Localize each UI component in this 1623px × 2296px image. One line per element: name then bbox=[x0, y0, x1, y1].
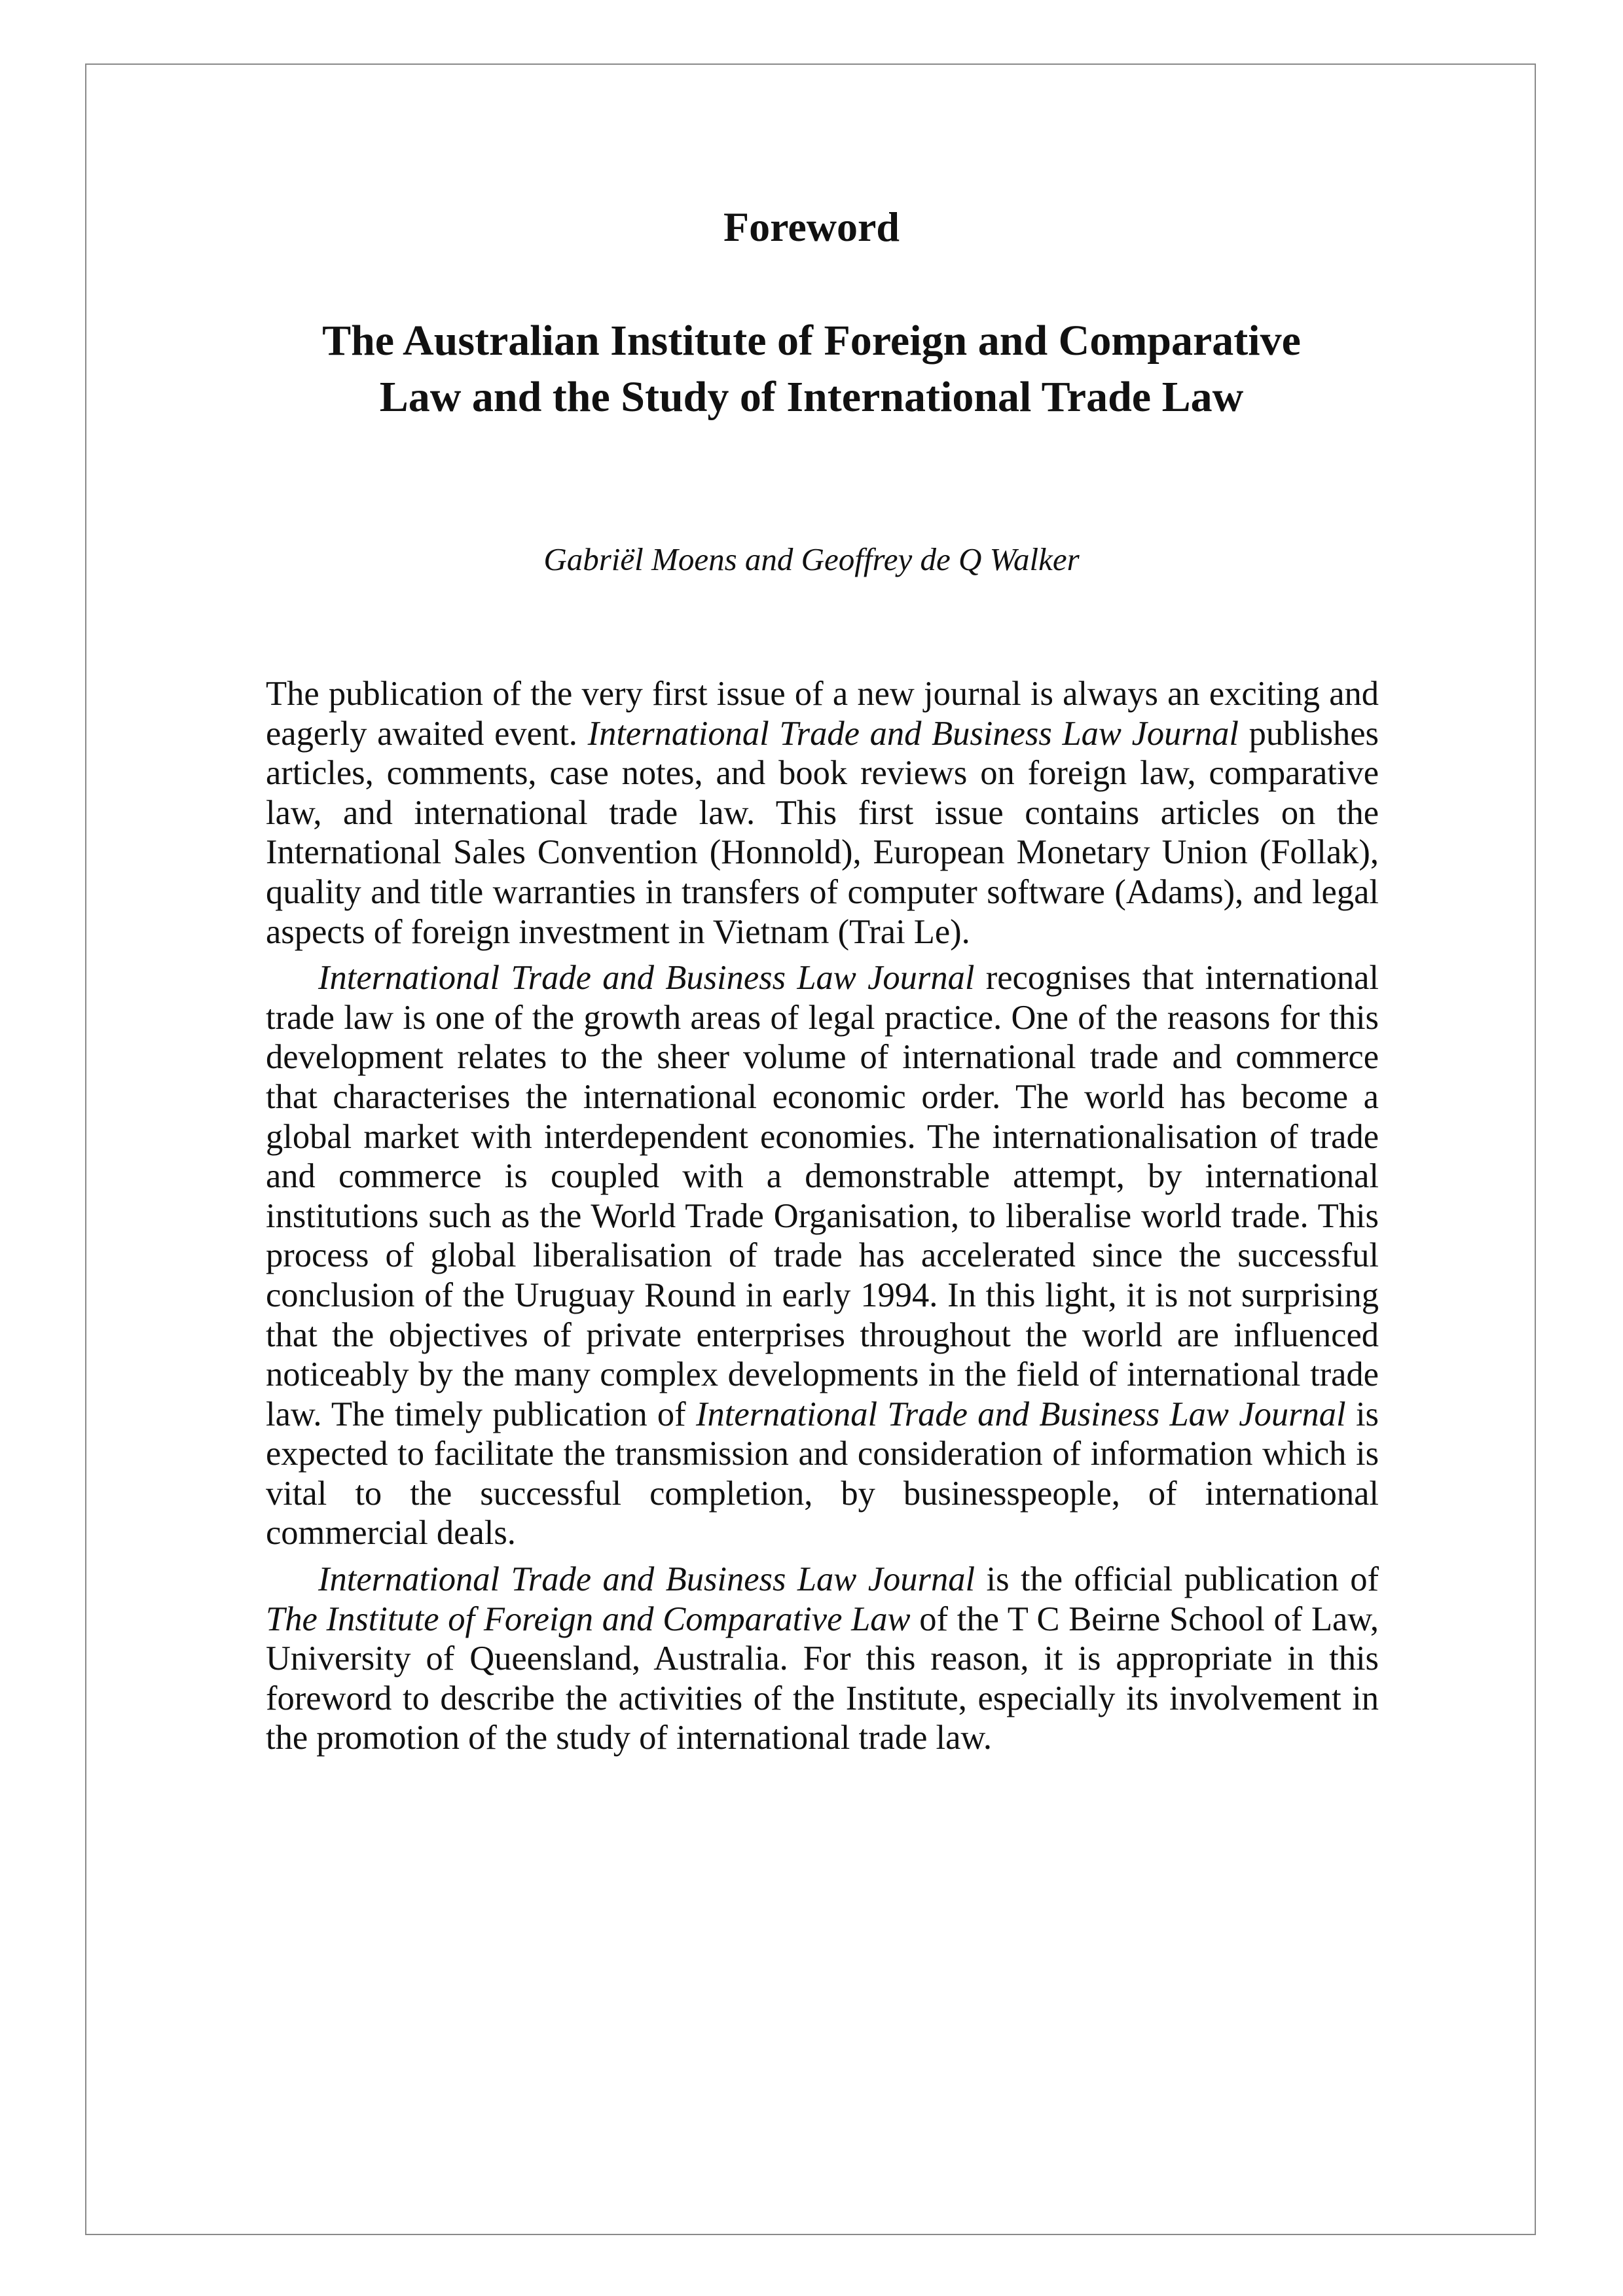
paragraph-3 bbox=[266, 1560, 1379, 1758]
journal-title-italic: International Trade and Business Law Journal bbox=[587, 714, 1239, 753]
paragraph-2 bbox=[266, 958, 1379, 1553]
article-title-line-2: Law and the Study of International Trade Law bbox=[379, 373, 1244, 421]
paragraph-text: publishes articles, comments, case notes, and book reviews on foreign law, comparative law, and international trade law. This first issue contains articles on the International Sales Convention (Honnold), European Monetary Union (Follak), quality and title warranties in transfers of computer software (Adams), and legal aspects of foreign investment in Vietnam (Trai Le). bbox=[266, 714, 1379, 951]
paragraph-1 bbox=[266, 674, 1379, 952]
journal-title-italic: International Trade and Business Law Journal bbox=[696, 1395, 1346, 1433]
institute-name-italic: The Institute of Foreign and Comparative Law bbox=[266, 1600, 911, 1638]
author-byline: Gabriël Moens and Geoffrey de Q Walker bbox=[543, 541, 1080, 577]
paragraph-text: is expected to facilitate the transmission and consideration of information which is vital to the successful completion, by businesspeople, of international commercial deals. bbox=[266, 1395, 1379, 1552]
journal-title-italic: International Trade and Business Law Journal bbox=[318, 959, 975, 997]
paragraph-text: is the official publication of bbox=[975, 1560, 1379, 1599]
article-title bbox=[0, 313, 1623, 425]
body-text bbox=[266, 674, 1379, 1765]
foreword-heading: Foreword bbox=[723, 204, 900, 250]
paragraph-text: The publication of the very first issue of a new journal is always an exciting and eagerly awaited event. bbox=[266, 675, 1379, 753]
article-title-line-1: The Australian Institute of Foreign and Comparative bbox=[322, 317, 1301, 365]
paragraph-text: of the T C Beirne School of Law, University of Queensland, Australia. For this reason, it is appropriate in this foreword to describe the activities of the Institute, especially its involvement in the promotion of the study of international trade law. bbox=[266, 1600, 1379, 1757]
paragraph-text: recognises that international trade law is one of the growth areas of legal practice. One of the reasons for this development relates to the sheer volume of international trade and commerce that characterises the international economic order. The world has become a global market with interdependent economies. The internationalisation of trade and commerce is coupled with a demonstrable attempt, by international institutions such as the World Trade Organisation, to liberalise world trade. This process of global liberalisation of trade has accelerated since the successful conclusion of the Uruguay Round in early 1994. In this light, it is not surprising that the objectives of private enterprises throughout the world are influenced noticeably by the many complex developments in the field of international trade law. The timely publication of bbox=[266, 959, 1379, 1433]
journal-title-italic: International Trade and Business Law Journal bbox=[318, 1560, 976, 1599]
